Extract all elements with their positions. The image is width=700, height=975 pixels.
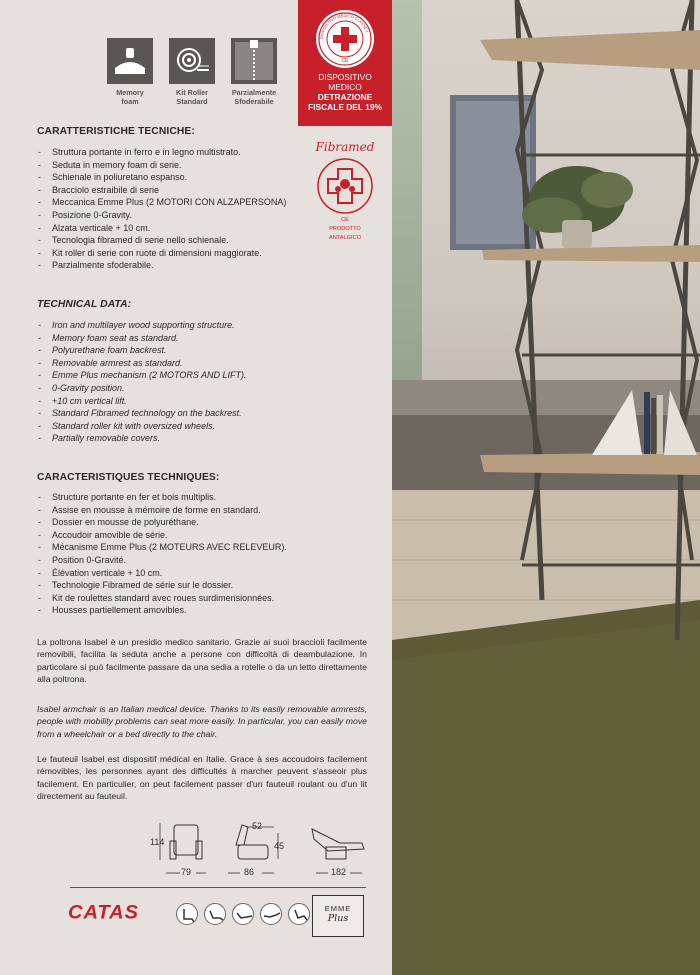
list-item: - Posizione 0-Gravity. bbox=[38, 209, 286, 222]
list-french bbox=[38, 491, 287, 617]
badge-line: MEDICO bbox=[328, 82, 362, 92]
zipper-icon bbox=[231, 38, 277, 84]
divider bbox=[70, 887, 366, 888]
list-item: - Schienale in poliuretano espanso. bbox=[38, 171, 286, 184]
list-item: - Emme Plus mechanism (2 MOTORS AND LIFT). bbox=[38, 369, 247, 382]
fibramed-sub: ANTALGICO bbox=[329, 235, 361, 241]
list-item: - Parzialmente sfoderabile. bbox=[38, 259, 286, 272]
list-item: - Polyurethane foam backrest. bbox=[38, 344, 247, 357]
list-item: - Kit de roulettes standard avec roues surdimensionnées. bbox=[38, 592, 287, 605]
fibramed-logo bbox=[308, 140, 382, 240]
heading-english: TECHNICAL DATA: bbox=[37, 299, 132, 310]
heading-italian: CARATTERISTICHE TECNICHE: bbox=[37, 126, 195, 137]
list-item: - Memory foam seat as standard. bbox=[38, 332, 247, 345]
list-item: - Tecnologia fibramed di serie nello schienale. bbox=[38, 234, 286, 247]
feature-label: foam bbox=[121, 97, 139, 106]
list-item: - Struttura portante in ferro e in legno multistrato. bbox=[38, 146, 286, 159]
feature-label: Kit Roller bbox=[176, 88, 208, 97]
description-english: Isabel armchair is an Italian medical device. Thanks to its easily removable armrests, people with mobility problems can seat more easily. In particular, you can easily move from a wheelchair or a bed directly to the chair. bbox=[37, 704, 367, 739]
list-item: - Partially removable covers. bbox=[38, 432, 247, 445]
list-item: - Structure portante en fer et bois multiplis. bbox=[38, 491, 287, 504]
dim-seat-depth: 52 bbox=[252, 821, 263, 831]
feature-label: Standard bbox=[176, 97, 208, 106]
list-item: - Bracciolo estraibile di serie bbox=[38, 184, 286, 197]
interior-photo bbox=[392, 0, 700, 975]
position-flat-icon bbox=[260, 903, 282, 925]
feature-removable bbox=[230, 38, 278, 106]
fibramed-cross-icon bbox=[316, 157, 374, 215]
list-item: - Dossier en mousse de polyuréthane. bbox=[38, 516, 287, 529]
position-upright-icon bbox=[176, 903, 198, 925]
dim-reclined: 182 bbox=[331, 867, 347, 877]
list-item: - Assise en mousse à mémoire de forme en standard. bbox=[38, 504, 287, 517]
list-italian bbox=[38, 146, 286, 272]
feature-memory-foam bbox=[106, 38, 154, 106]
position-lift-icon bbox=[288, 903, 310, 925]
list-item: - Élévation verticale + 10 cm. bbox=[38, 567, 287, 580]
list-item: - Meccanica Emme Plus (2 MOTORI CON ALZAPERSONA) bbox=[38, 196, 286, 209]
catas-logo: CATAS bbox=[68, 902, 139, 924]
list-item: - Technologie Fibramed de série sur le dossier. bbox=[38, 579, 287, 592]
list-item: - Mécanisme Emme Plus (2 MOTEURS AVEC RELEVEUR). bbox=[38, 541, 287, 554]
description-italian: La poltrona Isabel è un presidio medico sanitario. Grazie ai suoi braccioli facilmente removibili, facilita la seduta anche a persone con difficoltà di deambulazione. In particolare si può facilmente passare da una sedia a rotelle o da un letto direttamente alla poltrona. bbox=[37, 637, 367, 685]
feature-label: Memory bbox=[116, 88, 144, 97]
list-item: - 0-Gravity position. bbox=[38, 382, 247, 395]
medical-seal-icon bbox=[316, 10, 374, 68]
kit-roller-icon bbox=[169, 38, 215, 84]
position-relax-icon bbox=[204, 903, 226, 925]
dim-height: 114 bbox=[150, 837, 165, 847]
fibramed-name: Fibramed bbox=[315, 140, 375, 154]
description-french: Le fauteuil Isabel est dispositif médical en Italie. Grace à ses accoudoirs facilement rémovibles, les personnes ayant des difficultés à marcher peuvent s'asseoir plus facilement. En particulier, on peut facilement passer d'un fauteuil roulant ou d'un lit directement au fauteuil. bbox=[37, 754, 367, 802]
list-item: - Alzata verticale + 10 cm. bbox=[38, 222, 286, 235]
medical-device-badge bbox=[298, 0, 392, 126]
fibramed-sub: PRODOTTO bbox=[329, 226, 361, 232]
emme-label: EMME bbox=[324, 904, 352, 913]
list-item: - Accoudoir amovible de série. bbox=[38, 529, 287, 542]
list-item: - Position 0-Gravité. bbox=[38, 554, 287, 567]
seal-text: DISPOSITIVO MEDICO CLASSE I bbox=[318, 12, 370, 40]
position-recline-icon bbox=[232, 903, 254, 925]
feature-kit-roller bbox=[168, 38, 216, 106]
heading-french: CARACTERISTIQUES TECHNIQUES: bbox=[37, 472, 220, 483]
badge-line: DETRAZIONE bbox=[317, 92, 373, 102]
list-item: - Removable armrest as standard. bbox=[38, 357, 247, 370]
plus-label: Plus bbox=[327, 913, 349, 924]
feature-label: Parzialmente bbox=[231, 88, 277, 97]
room-scene-image bbox=[392, 0, 700, 975]
list-item: - Iron and multilayer wood supporting structure. bbox=[38, 319, 247, 332]
dimension-diagrams bbox=[140, 815, 380, 885]
ce-mark: CE bbox=[341, 58, 349, 64]
list-english bbox=[38, 319, 247, 445]
list-item: - Seduta in memory foam di serie. bbox=[38, 159, 286, 172]
list-item: - Standard Fibramed technology on the backrest. bbox=[38, 407, 247, 420]
emme-plus-logo bbox=[312, 895, 364, 937]
badge-line: DISPOSITIVO bbox=[318, 72, 372, 82]
list-item: - Kit roller di serie con ruote di dimensioni maggiorate. bbox=[38, 247, 286, 260]
memory-foam-icon bbox=[107, 38, 153, 84]
list-item: - Standard roller kit with oversized wheels. bbox=[38, 420, 247, 433]
dim-seat-height: 45 bbox=[274, 841, 285, 851]
ce-mark: CE bbox=[341, 217, 349, 223]
dim-width: 79 bbox=[181, 867, 192, 877]
badge-line: FISCALE DEL 19% bbox=[308, 102, 382, 112]
feature-label: Sfoderabile bbox=[234, 97, 274, 106]
list-item: - Housses partiellement amovibles. bbox=[38, 604, 287, 617]
list-item: - +10 cm vertical lift. bbox=[38, 395, 247, 408]
dim-depth: 86 bbox=[244, 867, 255, 877]
